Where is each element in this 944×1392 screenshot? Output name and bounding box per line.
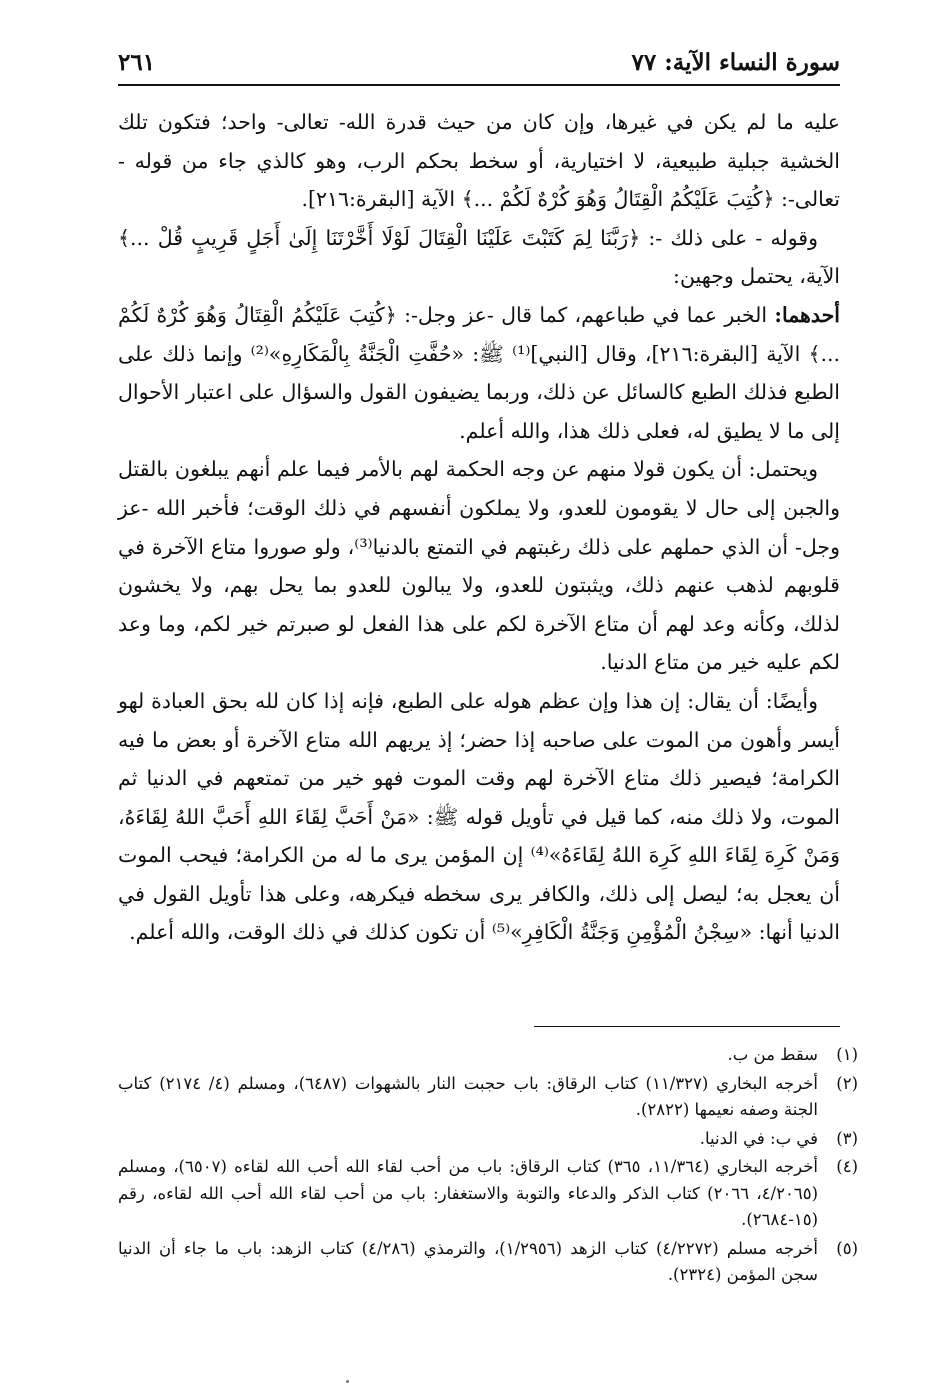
paragraph-text: عليه ما لم يكن في غيرها، وإن كان من حيث قدرة الله- تعالى- واحد؛ فتكون تلك الخشية جبلية طبيعية، لا اختيارية، أو سخط بحكم الرب، وهو كالذي جاء من قوله - تعالى-: ﴿كُتِبَ عَلَيْكُمُ الْقِتَالُ وَهُوَ كُرْهٌ لَكُمْ ...﴾ الآية [البقرة:٢١٦]. — [118, 110, 840, 212]
footnote-number: (٢) — [836, 1073, 858, 1093]
footnotes — [118, 1042, 858, 1291]
scan-speck — [346, 1380, 349, 1383]
paragraph-text: ويحتمل: أن يكون قولا منهم عن وجه الحكمة لهم بالأمر فيما علم أنهم يبلغون بالقتل والجبن إلى حال لا يقومون للعدو، ولا يملكون أنفسهم في ذلك الوقت؛ فأخبر الله -عز وجل- أن الذي حملهم على ذلك رغبتهم في التمتع بالدنيا⁽³⁾، ولو صوروا متاع الآخرة في قلوبهم لذهب عنهم ذلك، ويثبتون للعدو، ولا يبالون للعدو بما يحل بهم، ولا يخشون لذلك، وكأنه وعد لهم أن متاع الآخرة لكم على هذا الفعل لو صبرتم خير لكم، وما وعد لكم عليه خير من متاع الدنيا. — [118, 457, 840, 675]
paragraph-text: وأيضًا: أن يقال: إن هذا وإن عظم هوله على الطبع، فإنه إذا كان لله بحق العبادة لهو أيسر وأهون من الموت على صاحبه إذا حضر؛ إذ يريهم الله متاع الآخرة أو بعض ما فيه الكرامة؛ فيصير ذلك متاع الآخرة لهم وقت الموت فهو خير من تمتعهم في الدنيا ثم الموت، ولا ذلك منه، كما قيل في تأويل قوله ﷺ: «مَنْ أَحَبَّ لِقَاءَ اللهِ أَحَبَّ اللهُ لِقَاءَهُ، وَمَنْ كَرِهَ لِقَاءَ اللهِ كَرِهَ اللهُ لِقَاءَهُ»⁽⁴⁾ إن المؤمن يرى ما له من الكرامة؛ فيحب الموت أن يعجل به؛ ليصل إلى ذلك، والكافر يرى سخطه فيكرهه، وعلى هذا تأويل القول في الدنيا أنها: «سِجْنُ الْمُؤْمِنِ وَجَنَّةُ الْكَافِرِ»⁽⁵⁾ أن تكون كذلك في ذلك الوقت، والله أعلم. — [118, 688, 840, 945]
footnote-text: أخرجه البخاري (١١/٣٦٤، ٣٦٥) كتاب الرقاق: باب من أحب لقاء الله أحب الله لقاءه (٦٥٠٧)، ومسلم (٤/٢٠٦٥، ٢٠٦٦) كتاب الذكر والدعاء والتوبة والاستغفار: باب من أحب لقاء الله أحب الله لقاءه، رقم (١٥-٢٦٨٤). — [118, 1157, 818, 1229]
paragraph — [118, 219, 840, 296]
footnote — [118, 1042, 858, 1069]
footnote-number: (٣) — [836, 1128, 858, 1148]
footnote — [118, 1126, 858, 1153]
footnote-number: (٥) — [836, 1238, 858, 1258]
footnote-text: أخرجه البخاري (١١/٣٢٧) كتاب الرقاق: باب حجبت النار بالشهوات (٦٤٨٧)، ومسلم (٤/ ٢١٧٤) كتاب الجنة وصفه نعيمها (٢٨٢٢). — [118, 1073, 819, 1119]
footnote-number: (١) — [836, 1045, 858, 1064]
main-text — [118, 103, 840, 952]
paragraph — [118, 296, 840, 450]
paragraph — [118, 103, 840, 219]
footnote — [118, 1071, 858, 1124]
paragraph — [118, 682, 840, 952]
paragraph — [118, 450, 840, 682]
paragraph-text: وقوله - على ذلك -: ﴿رَبَّنَا لِمَ كَتَبْتَ عَلَيْنَا الْقِتَالَ لَوْلَا أَخَّرْتَنَا إِلَىٰ أَجَلٍ قَرِيبٍ قُلْ ...﴾ الآية، يحتمل وجهين: — [118, 225, 840, 289]
paragraph-text: الخبر عما في طباعهم، كما قال -عز وجل-: ﴿كُتِبَ عَلَيْكُمُ الْقِتَالُ وَهُوَ كُرْهٌ لَكُمْ ...﴾ الآية [البقرة:٢١٦]، وقال [النبي]⁽¹⁾ ﷺ: «حُفَّتِ الْجَنَّةُ بِالْمَكَارِهِ»⁽²⁾ وإنما ذلك على الطبع فذلك الطبع كالسائل عن ذلك، وربما يضيفون القول والسؤال على اعتبار الأحوال إلى ما لا يطيق له، فعلى ذلك هذا، والله أعلم. — [118, 302, 841, 443]
footnote-text: في ب: في الدنيا. — [699, 1128, 818, 1148]
footnote-number: (٤) — [836, 1157, 858, 1176]
paragraph-lead: أحدهما: — [774, 302, 840, 327]
footnote-separator — [534, 1026, 840, 1027]
footnote-text: أخرجه مسلم (٤/٢٢٧٢) كتاب الزهد (١/٢٩٥٦)، والترمذي (٤/٢٨٦) كتاب الزهد: باب ما جاء أن الدنيا سجن المؤمن (٢٣٢٤). — [118, 1238, 818, 1284]
running-title: سورة النساء الآية: ٧٧ — [631, 49, 840, 76]
page-number: ٢٦١ — [118, 49, 156, 76]
header-rule — [118, 84, 840, 86]
footnote — [118, 1236, 858, 1289]
footnote — [118, 1154, 858, 1234]
page-header — [118, 36, 840, 76]
footnote-text: سقط من ب. — [727, 1045, 818, 1064]
